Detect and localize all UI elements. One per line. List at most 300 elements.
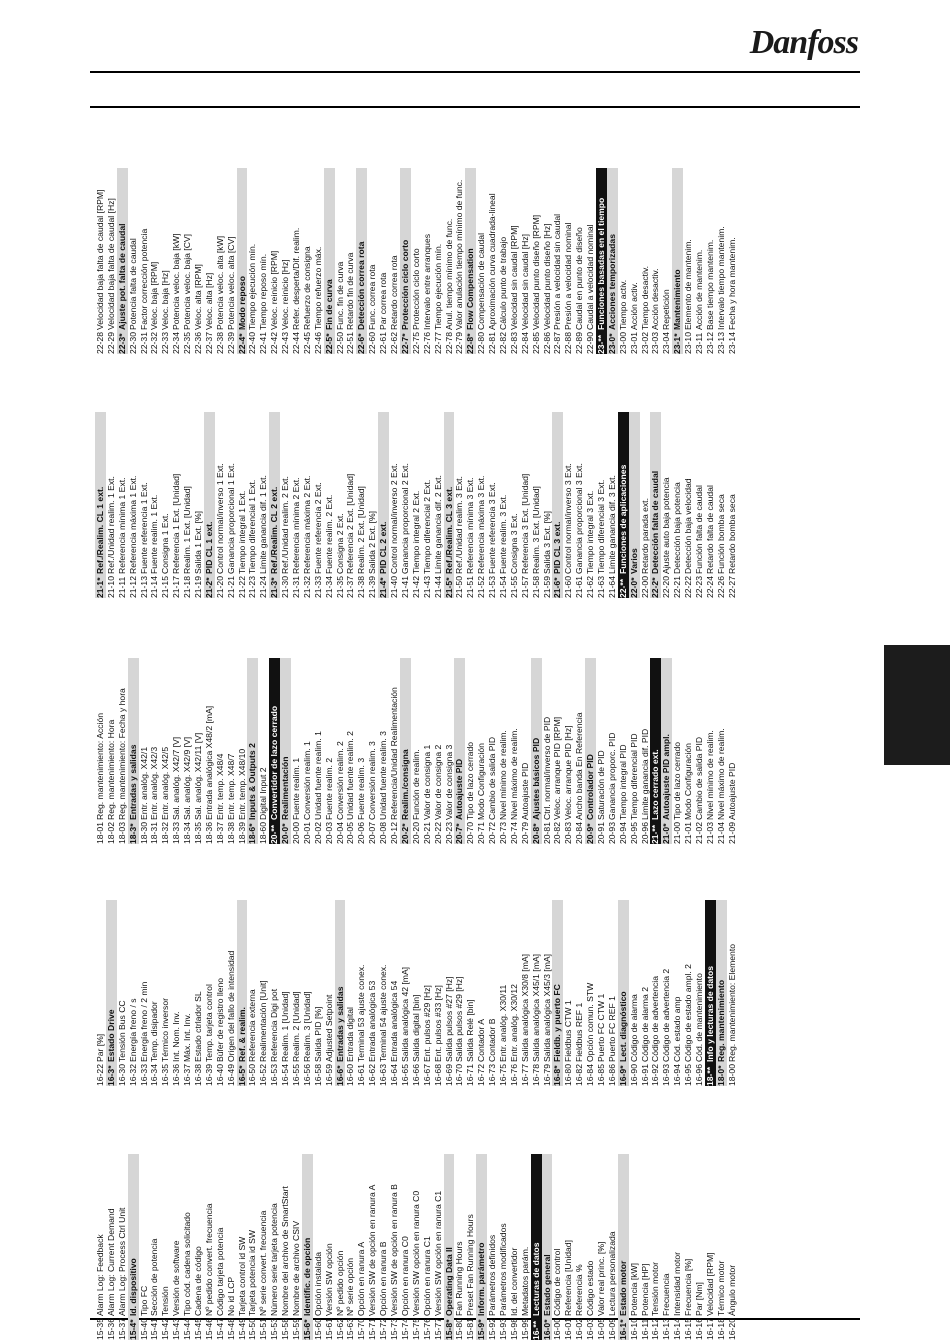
parameter-row: [727, 168, 738, 354]
parameter-name: Anul. tiempo mínimo de func.: [443, 218, 454, 330]
parameter-name: Refuerzo de consigna: [301, 246, 312, 330]
parameter-code: 16-09: [606, 1318, 617, 1340]
parameter-code: 16-35: [160, 1064, 171, 1086]
parameter-code: 16-49: [225, 1064, 236, 1086]
parameter-name: Controlador PID: [585, 754, 596, 820]
parameter-code: 20-23: [443, 822, 454, 844]
parameter-code: 21-58: [530, 576, 541, 598]
parameter-code: 16-37: [182, 1064, 193, 1086]
parameter-name: Retardo bomba seca: [726, 494, 737, 574]
parameter-code: 16-92: [650, 1064, 661, 1086]
parameter-name: Versión de software: [171, 1240, 182, 1316]
group-header-row: [95, 412, 106, 598]
parameter-name: Velocidad punto diseño [Hz]: [541, 223, 552, 330]
parameter-code: 20-07: [367, 822, 378, 844]
parameter-row: [422, 168, 433, 354]
parameter-name: Valor de consigna 2: [432, 744, 443, 820]
parameter-code: 20-**: [269, 824, 280, 844]
parameter-row: [683, 658, 694, 844]
parameter-code: 22-4*: [236, 333, 247, 354]
parameter-code: 23-0*: [606, 333, 617, 354]
parameter-name: Ent. pulsos #29 [Hz]: [421, 985, 432, 1062]
parameter-row: [356, 412, 367, 598]
parameter-row: [433, 168, 444, 354]
parameter-name: Protección ciclo corto: [399, 239, 410, 330]
parameter-name: Tarjeta potencia id SW: [247, 1230, 258, 1316]
parameter-code: 23-10: [683, 332, 694, 354]
parameter-row: [552, 1154, 563, 1340]
parameter-row: [160, 1154, 171, 1340]
parameter-name: Ajuste auto baja potencia: [661, 477, 672, 574]
parameter-row: [291, 1154, 302, 1340]
parameter-code: 21-35: [334, 576, 345, 598]
parameter-name: Entrada analógica 54: [389, 980, 400, 1062]
parameter-row: [345, 168, 356, 354]
parameter-code: 20-9*: [585, 823, 596, 844]
parameter-code: 22-8*: [465, 333, 476, 354]
parameter-column: [95, 1154, 738, 1340]
parameter-code: 18-**: [704, 1066, 715, 1086]
parameter-row: [160, 412, 171, 598]
parameter-code: 22-31: [138, 332, 149, 354]
parameter-code: 15-62: [334, 1318, 345, 1340]
parameter-code: 21-6*: [552, 577, 563, 598]
parameter-code: 22-35: [182, 332, 193, 354]
parameter-name: Intervalo entre arranques: [421, 233, 432, 330]
parameter-code: 22-75: [410, 332, 421, 354]
parameter-code: 15-42: [160, 1318, 171, 1340]
parameter-row: [182, 1154, 193, 1340]
parameter-name: Nombre del archivo de SmartStart: [280, 1186, 291, 1316]
parameter-code: 21-13: [138, 576, 149, 598]
parameter-code: 22-45: [301, 332, 312, 354]
parameter-name: Alarm Log: Current Demand: [105, 1208, 116, 1316]
parameter-row: [596, 900, 607, 1086]
parameter-name: Contador A: [476, 1019, 487, 1062]
parameter-row: [487, 900, 498, 1086]
parameter-column: [95, 168, 738, 354]
parameter-code: 21-60: [563, 576, 574, 598]
parameter-row: [661, 168, 672, 354]
parameter-code: 22-29: [105, 332, 116, 354]
parameter-name: Detección correa rota: [356, 241, 367, 330]
parameter-name: Referencia mínima 2 Ext.: [291, 477, 302, 574]
parameter-name: Realim./consigna: [399, 749, 410, 820]
parameter-code: 21-0*: [661, 823, 672, 844]
parameter-code: 18-01: [95, 822, 105, 844]
parameter-name: Valor de consigna 3: [443, 744, 454, 820]
parameter-row: [171, 658, 182, 844]
parameter-name: Límite ganancia dif. PID: [639, 728, 650, 820]
parameter-name: Entrada analógica X48/2 [mA]: [203, 705, 214, 820]
parameter-name: Salida PID [%]: [312, 1006, 323, 1062]
parameter-name: Sección de potencia: [149, 1238, 160, 1316]
parameter-name: Velocidad sin caudal [Hz]: [519, 233, 530, 330]
parameter-code: 21-22: [236, 576, 247, 598]
parameter-name: Realim. 1 Ext. [Unidad]: [182, 486, 193, 574]
parameter-row: [465, 900, 476, 1086]
parameter-code: 16-17: [704, 1318, 715, 1340]
parameter-code: 22-7*: [399, 333, 410, 354]
parameter-row: [367, 900, 378, 1086]
parameter-name: Par [%]: [95, 1033, 105, 1062]
parameter-row: [596, 1154, 607, 1340]
parameter-name: Compensación de caudal: [476, 233, 487, 330]
parameter-code: 21-44: [432, 576, 443, 598]
parameter-name: Ajuste pot. falta de caudal: [116, 223, 127, 330]
parameter-code: 21-5*: [443, 577, 454, 598]
parameter-code: 16-93: [661, 1064, 672, 1086]
parameter-name: PID CL 2 ext.: [378, 521, 389, 574]
parameter-row: [313, 1154, 324, 1340]
parameter-code: 18-0*: [715, 1065, 726, 1086]
parameter-name: Saturación de PID: [595, 750, 606, 820]
parameter-code: 16-33: [138, 1064, 149, 1086]
parameter-name: Salida 2 Ext. [%]: [367, 510, 378, 574]
parameter-code: 16-54: [280, 1064, 291, 1086]
parameter-name: Límite ganancia dif. 2 Ext.: [432, 475, 443, 574]
parameter-code: 16-56: [301, 1064, 312, 1086]
parameter-code: 21-40: [389, 576, 400, 598]
parameter-code: 16-61: [356, 1064, 367, 1086]
parameter-row: [607, 1154, 618, 1340]
parameter-code: 22-86: [541, 332, 552, 354]
parameter-row: [716, 412, 727, 598]
parameter-code: 23-04: [661, 332, 672, 354]
parameter-row: [694, 412, 705, 598]
parameter-name: Ref./Realim. CL 1 ext.: [95, 486, 105, 574]
parameter-row: [607, 658, 618, 844]
parameter-name: Tipo de lazo cerrado: [672, 741, 683, 820]
parameter-row: [694, 168, 705, 354]
parameter-code: 21-09: [726, 822, 737, 844]
parameter-name: Máx. Int. Inv.: [182, 1013, 193, 1062]
parameter-row: [247, 900, 258, 1086]
parameter-name: Potencia [HP]: [639, 1263, 650, 1316]
parameter-row: [465, 1154, 476, 1340]
parameter-row: [237, 1154, 248, 1340]
parameter-code: 21-23: [247, 576, 258, 598]
parameter-row: [128, 412, 139, 598]
parameter-row: [95, 900, 106, 1086]
parameter-row: [117, 658, 128, 844]
parameter-row: [356, 658, 367, 844]
parameter-row: [335, 412, 346, 598]
parameter-code: 15-99: [519, 1318, 530, 1340]
parameter-name: Código de alarma: [628, 994, 639, 1062]
parameter-name: Versión SW opción en ranura C0: [410, 1190, 421, 1316]
parameter-row: [324, 900, 335, 1086]
parameter-row: [128, 900, 139, 1086]
parameter-name: Func. correa rota: [367, 264, 378, 330]
parameter-code: 16-9*: [617, 1065, 628, 1086]
parameter-code: 20-03: [323, 822, 334, 844]
parameter-name: Caudal a velocidad nominal: [585, 224, 596, 330]
parameter-row: [280, 900, 291, 1086]
parameter-code: 21-39: [367, 576, 378, 598]
parameter-name: Tipo de lazo cerrado: [465, 741, 476, 820]
parameter-code: 21-02: [693, 822, 704, 844]
parameter-code: 21-12: [127, 576, 138, 598]
parameter-name: Límite ganancia dif. 1 Ext.: [258, 475, 269, 574]
parameter-name: Temp. tarjeta control: [203, 984, 214, 1062]
parameter-code: 21-37: [345, 576, 356, 598]
parameter-name: Entr. temp. X48/7: [225, 753, 236, 820]
parameter-row: [335, 658, 346, 844]
parameter-code: 15-70: [356, 1318, 367, 1340]
parameter-row: [335, 1154, 346, 1340]
parameter-code: 23-02: [639, 332, 650, 354]
group-header-row: [444, 1154, 455, 1340]
parameter-row: [444, 168, 455, 354]
parameter-row: [476, 412, 487, 598]
parameter-name: Tiempo reposo mín.: [258, 253, 269, 330]
parameter-row: [531, 168, 542, 354]
parameter-row: [345, 1154, 356, 1340]
parameter-name: Int. Nom. Inv.: [171, 1011, 182, 1062]
parameter-code: 16-95: [683, 1064, 694, 1086]
parameter-name: Cálculo punto de trabajo: [497, 236, 508, 330]
parameter-row: [705, 412, 716, 598]
parameter-code: 15-50: [247, 1318, 258, 1340]
parameter-row: [302, 168, 313, 354]
parameter-row: [585, 412, 596, 598]
parameter-code: 20-96: [639, 822, 650, 844]
parameter-name: Salida digital [bin]: [410, 994, 421, 1062]
parameter-row: [520, 412, 531, 598]
parameter-name: Tiempo integral 1 Ext.: [236, 490, 247, 574]
parameter-row: [640, 412, 651, 598]
parameter-code: 18-31: [149, 822, 160, 844]
parameter-name: Cadena de código: [193, 1246, 204, 1316]
parameter-row: [258, 900, 269, 1086]
parameter-name: Potencia veloc. baja [kW]: [171, 233, 182, 330]
parameter-code: 20-83: [563, 822, 574, 844]
group-header-row: [650, 658, 661, 844]
parameter-row: [422, 900, 433, 1086]
parameter-row: [531, 900, 542, 1086]
parameter-code: 16-8*: [552, 1065, 563, 1086]
parameter-code: 21-31: [291, 576, 302, 598]
group-header-row: [444, 412, 455, 598]
parameter-name: Frecuencia [%]: [683, 1258, 694, 1316]
parameter-row: [400, 412, 411, 598]
parameter-name: Ref. & realim.: [236, 1007, 247, 1062]
parameter-name: Versión SW opción: [323, 1243, 334, 1316]
parameter-name: Modo Configuración: [683, 743, 694, 820]
parameter-code: 15-4*: [127, 1319, 138, 1340]
parameter-code: 16-36: [171, 1064, 182, 1086]
parameter-name: Fuente realim. 1 Ext.: [149, 494, 160, 574]
parameter-code: 16-90: [628, 1064, 639, 1086]
parameter-code: 16-71: [465, 1064, 476, 1086]
parameter-row: [444, 658, 455, 844]
parameter-row: [465, 658, 476, 844]
parameter-code: 21-1*: [95, 577, 105, 598]
parameter-code: 16-12: [650, 1318, 661, 1340]
parameter-name: Terminal 54 ajuste conex.: [378, 964, 389, 1062]
parameter-code: 22-82: [497, 332, 508, 354]
parameter-name: Nivel máximo de realim.: [508, 728, 519, 820]
group-header-row: [607, 168, 618, 354]
parameter-name: Entr. analóg. X42/3: [149, 746, 160, 820]
parameter-row: [694, 900, 705, 1086]
parameter-code: 22-6*: [356, 333, 367, 354]
parameter-row: [574, 168, 585, 354]
parameter-name: Entradas y salidas: [127, 744, 138, 820]
parameter-code: 21-2*: [203, 577, 214, 598]
parameter-row: [291, 658, 302, 844]
parameter-name: Veloc. baja [Hz]: [160, 270, 171, 330]
parameter-name: Código de control: [552, 1248, 563, 1316]
parameter-name: Reg. mantenimiento: [715, 979, 726, 1062]
parameter-code: 16-63: [378, 1064, 389, 1086]
parameter-name: Retardo fin de curva: [345, 252, 356, 330]
parameter-row: [313, 900, 324, 1086]
parameter-code: 15-40: [138, 1318, 149, 1340]
parameter-code: 21-59: [541, 576, 552, 598]
parameter-row: [171, 1154, 182, 1340]
parameter-row: [182, 900, 193, 1086]
parameter-row: [672, 412, 683, 598]
parameter-name: Retardo correa rota: [389, 255, 400, 330]
parameter-name: Ajustes básicos PID: [530, 737, 541, 820]
parameter-code: 22-20: [661, 576, 672, 598]
parameter-name: Alarm Log: Feedback: [95, 1234, 105, 1316]
parameter-row: [389, 658, 400, 844]
parameter-row: [487, 1154, 498, 1340]
parameter-code: 23-00: [617, 332, 628, 354]
parameter-row: [727, 658, 738, 844]
parameter-name: Referencia máxima 3 Ext.: [476, 475, 487, 574]
parameter-row: [149, 658, 160, 844]
parameter-code: 15-49: [236, 1318, 247, 1340]
parameter-code: 20-0*: [280, 823, 291, 844]
parameter-row: [607, 900, 618, 1086]
parameter-row: [498, 900, 509, 1086]
parameter-row: [454, 1154, 465, 1340]
parameter-name: Opción comun. STW: [585, 982, 596, 1062]
parameter-row: [215, 658, 226, 844]
parameter-code: 22-87: [552, 332, 563, 354]
parameter-name: Reg. mantenimiento: Elemento: [726, 944, 737, 1062]
parameter-code: 21-14: [149, 576, 160, 598]
parameter-name: Entr. temp. X48/4: [214, 753, 225, 820]
parameter-row: [411, 412, 422, 598]
parameter-row: [585, 1154, 596, 1340]
parameter-name: Tipo cód. cadena solicitado: [182, 1212, 193, 1316]
parameter-name: Veloc. arranque PID [Hz]: [563, 725, 574, 820]
parameter-code: 22-80: [476, 332, 487, 354]
parameter-code: 15-73: [389, 1318, 400, 1340]
parameter-name: Ganancia proporcional 2 Ext.: [399, 463, 410, 574]
parameter-name: Fecha y hora mantenim.: [726, 237, 737, 330]
parameter-row: [302, 658, 313, 844]
parameter-name: Valor real princ. [%]: [595, 1241, 606, 1316]
parameter-row: [705, 658, 716, 844]
parameter-code: 22-23: [693, 576, 704, 598]
parameter-row: [139, 900, 150, 1086]
parameter-code: 21-51: [465, 576, 476, 598]
parameter-code: 18-6*: [247, 823, 258, 844]
header-rule-lower: [90, 106, 860, 108]
parameter-name: Nº serie opción: [345, 1257, 356, 1316]
parameter-name: Referencia 2 Ext. [Unidad]: [345, 473, 356, 574]
parameter-code: 22-36: [193, 332, 204, 354]
parameter-name: Control normal/inverso 3 Ext.: [563, 463, 574, 574]
parameter-row: [237, 412, 248, 598]
parameter-name: Funciones basadas en el tiempo: [595, 197, 606, 330]
parameter-row: [139, 412, 150, 598]
parameter-name: Fuente realim. 2: [323, 757, 334, 820]
parameter-row: [650, 168, 661, 354]
parameter-name: Convertidor de lazo cerrado: [269, 705, 280, 820]
parameter-row: [247, 168, 258, 354]
parameter-code: 15-44: [182, 1318, 193, 1340]
parameter-code: 22-3*: [116, 333, 127, 354]
parameter-name: Intervalo tiempo mantenim.: [715, 226, 726, 330]
parameter-code: 16-00: [552, 1318, 563, 1340]
group-header-row: [378, 412, 389, 598]
parameter-name: Fieldb. y puerto FC: [552, 984, 563, 1062]
parameter-row: [389, 1154, 400, 1340]
parameter-code: 16-76: [508, 1064, 519, 1086]
parameter-name: Veloc. baja [RPM]: [149, 261, 160, 330]
parameter-name: Elemento de mantenim.: [683, 239, 694, 330]
parameter-code: 20-8*: [530, 823, 541, 844]
parameter-name: Intensidad motor: [672, 1251, 683, 1316]
parameter-row: [160, 658, 171, 844]
parameter-name: Adjusted Setpoint: [323, 994, 334, 1062]
parameter-code: 16-01: [563, 1318, 574, 1340]
parameter-code: 15-72: [378, 1318, 389, 1340]
parameter-name: Modo reposo: [236, 276, 247, 330]
parameter-row: [400, 900, 411, 1086]
parameter-name: Referencia Digi pot: [269, 988, 280, 1062]
parameter-code: 22-30: [127, 332, 138, 354]
parameter-row: [182, 412, 193, 598]
parameter-code: 18-39: [236, 822, 247, 844]
parameter-name: Ancho banda En Referencia: [574, 712, 585, 820]
parameter-row: [509, 168, 520, 354]
parameter-row: [291, 412, 302, 598]
parameter-name: Entr. analóg. X30/11: [497, 984, 508, 1062]
parameter-name: Entrada digital: [345, 1007, 356, 1062]
parameter-name: Referencia 3 Ext. [Unidad]: [519, 473, 530, 574]
parameter-name: Nombre de archivo CSIV: [291, 1220, 302, 1316]
parameter-code: 16-59: [323, 1064, 334, 1086]
group-header-row: [356, 168, 367, 354]
parameter-row: [182, 658, 193, 844]
parameter-name: Ctrl. normal/inverso de PID: [541, 716, 552, 820]
parameter-name: Unidad fuente realim. 3: [378, 731, 389, 820]
parameter-row: [422, 1154, 433, 1340]
parameter-row: [367, 412, 378, 598]
parameter-name: Puerto FC CTW 1: [595, 993, 606, 1062]
parameter-code: 16-55: [291, 1064, 302, 1086]
parameter-code: 21-63: [595, 576, 606, 598]
parameter-code: 18-34: [182, 822, 193, 844]
parameter-name: No id LCP: [225, 1276, 236, 1316]
parameter-row: [650, 900, 661, 1086]
parameter-code: 20-00: [291, 822, 302, 844]
parameter-row: [498, 168, 509, 354]
parameter-row: [204, 1154, 215, 1340]
parameter-name: Ref./Realim. CL 2 ext.: [269, 486, 280, 574]
parameter-row: [574, 412, 585, 598]
parameter-code: 16-53: [269, 1064, 280, 1086]
parameter-name: Conversión realim. 1: [301, 741, 312, 820]
